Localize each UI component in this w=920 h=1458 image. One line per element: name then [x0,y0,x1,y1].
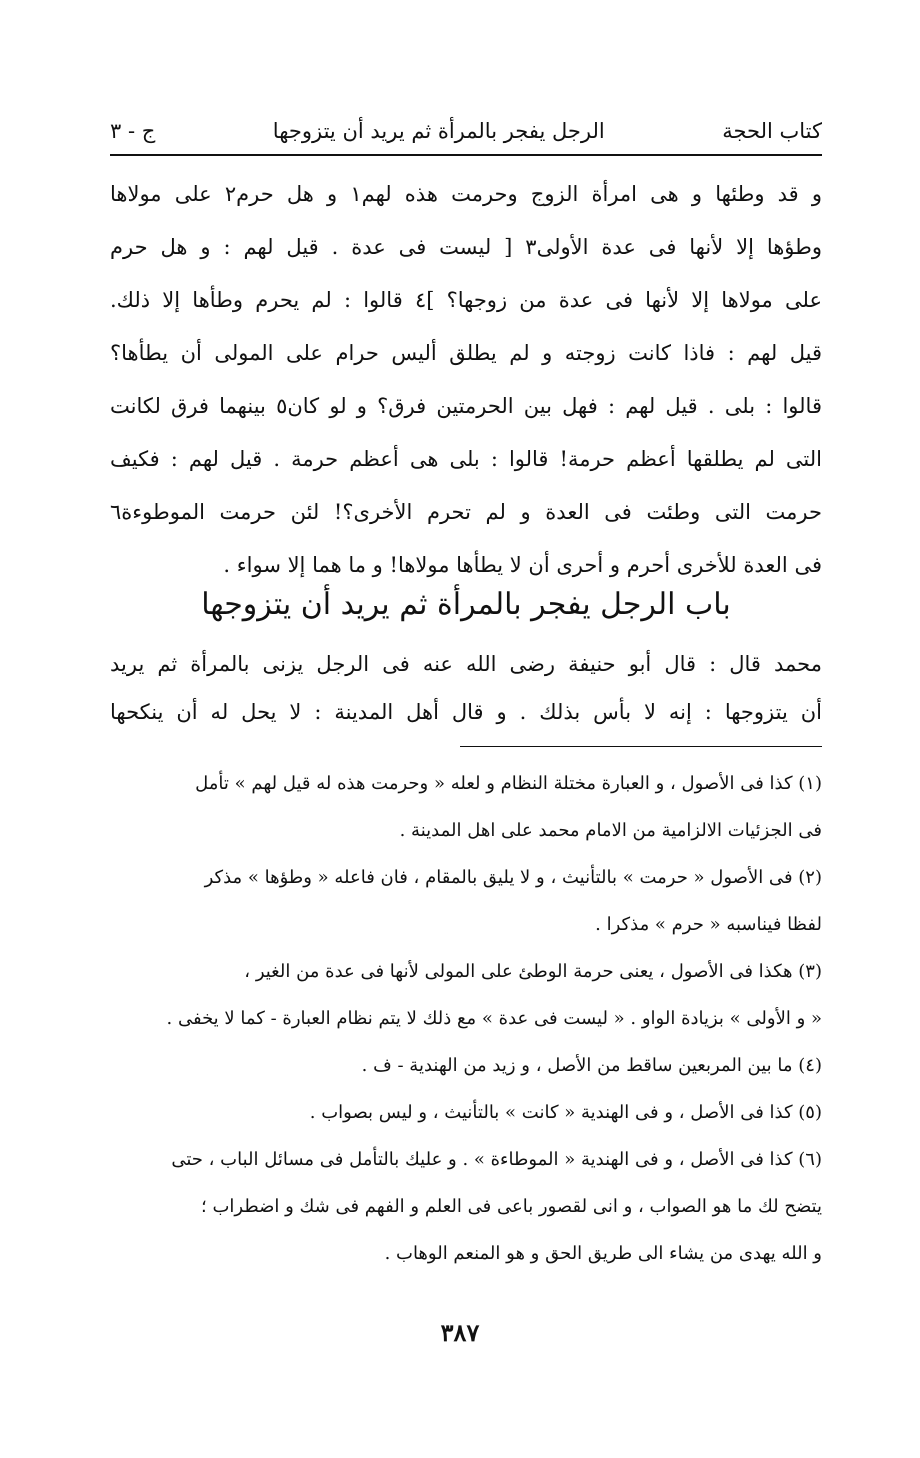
text-line: وطؤها إلا لأنها فى عدة الأولى٣ [ ليست فى عدة . قيل لهم : و هل حرم [110,235,822,259]
footnote-line: (١) كذا فى الأصول ، و العبارة مختلة النظام و لعله « وحرمت هذه له قيل لهم » تأمل [195,773,822,794]
footnote-1 [110,760,822,854]
text-line: حرمت التى وطئت فى العدة و لم تحرم الأخرى؟! لئن حرمت الموطوءة٦ [110,500,822,524]
footnote-line: و الله يهدى من يشاء الى طريق الحق و هو المنعم الوهاب . [384,1243,822,1264]
footnote-2 [110,854,822,948]
text-line: و قد وطئها و هى امرأة الزوج وحرمت هذه لهم١ و هل حرم٢ على مولاها [110,182,822,206]
footnote-3 [110,948,822,1042]
book-title: كتاب الحجة [722,119,822,143]
section-title: باب الرجل يفجر بالمرأة ثم يريد أن يتزوجها [201,587,731,622]
footnote-line: « و الأولى » بزيادة الواو . « ليست فى عدة » مع ذلك لا يتم نظام العبارة - كما لا يخفى . [166,1008,822,1029]
page-number: ٣٨٧ [440,1318,480,1347]
footnote-line: (٤) ما بين المربعين ساقط من الأصل ، و زيد من الهندية - ف . [361,1055,822,1076]
text-line: أن يتزوجها : إنه لا بأس بذلك . و قال أهل المدينة : لا يحل له أن ينكحها [110,700,822,724]
section-text [110,640,822,736]
footnote-line: لفظا فيناسبه « حرم » مذكرا . [595,914,822,935]
footnote-6 [110,1136,822,1277]
footnote-line: فى الجزئيات الالزامية من الامام محمد على اهل المدينة . [399,820,822,841]
text-line: محمد قال : قال أبو حنيفة رضى الله عنه فى الرجل يزنى بالمرأة ثم يريد [110,652,822,676]
footnote-4 [110,1042,822,1089]
footnote-line: (٦) كذا فى الأصل ، و فى الهندية « الموطاءة » . و عليك بالتأمل فى مسائل الباب ، حتى [171,1149,822,1170]
footnote-divider [460,746,822,747]
running-header [110,108,822,156]
chapter-title: الرجل يفجر بالمرأة ثم يريد أن يتزوجها [272,119,605,143]
footnotes [110,760,822,1277]
footnote-line: (٣) هكذا فى الأصول ، يعنى حرمة الوطئ على المولى لأنها فى عدة من الغير ، [244,961,822,982]
text-line: التى لم يطلقها أعظم حرمة! قالوا : بلى هى أعظم حرمة . قيل لهم : فكيف [110,447,822,471]
footnote-line: (٥) كذا فى الأصل ، و فى الهندية « كانت » بالتأنيث ، و ليس بصواب . [309,1102,822,1123]
text-line: فى العدة للأخرى أحرم و أحرى أن لا يطأها مولاها! و ما هما إلا سواء . [223,553,822,577]
footnote-5 [110,1089,822,1136]
volume-label: ج - ٣ [110,119,156,143]
footnote-line: يتضح لك ما هو الصواب ، و انى لقصور باعى فى العلم و الفهم فى شك و اضطراب ؛ [201,1196,822,1217]
main-text [110,168,822,592]
text-line: قيل لهم : فاذا كانت زوجته و لم يطلق أليس حرام على المولى أن يطأها؟ [110,341,822,365]
text-line: على مولاها إلا لأنها فى عدة من زوجها؟ ]٤ قالوا : لم يحرم وطأها إلا ذلك. [110,288,822,312]
text-line: قالوا : بلى . قيل لهم : فهل بين الحرمتين فرق؟ و لو كان٥ بينهما فرق لكانت [110,394,822,418]
footnote-line: (٢) فى الأصول « حرمت » بالتأنيث ، و لا يليق بالمقام ، فان فاعله « وطؤها » مذكر [204,867,822,888]
